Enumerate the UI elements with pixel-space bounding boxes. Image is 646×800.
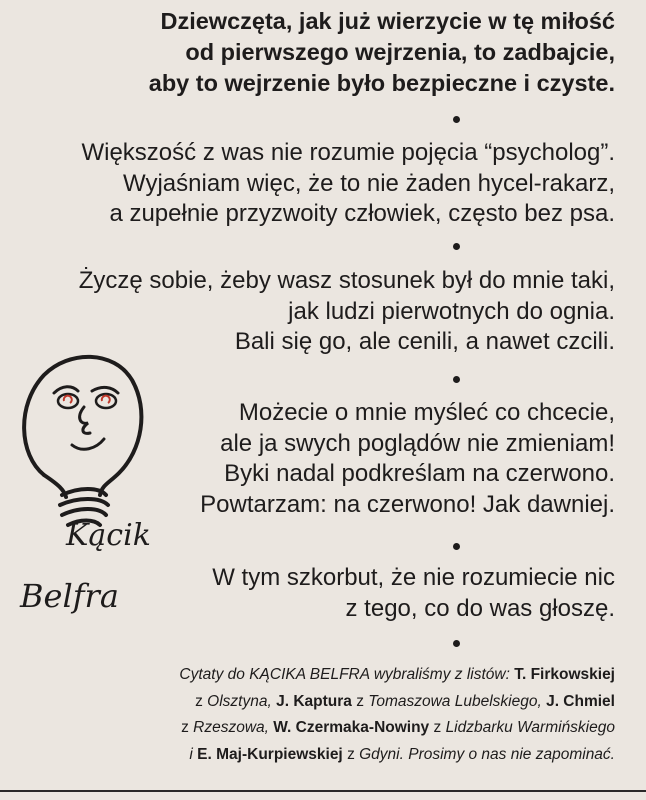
- credits-town: Tomaszowa Lubelskiego,: [368, 692, 542, 710]
- credits-text: z: [195, 692, 203, 710]
- credits-name: T. Firkowskiej: [514, 666, 615, 683]
- logo-text-belfra: Belfra: [20, 577, 119, 615]
- credits-line: [179, 742, 615, 769]
- credits-town: Gdyni. Prosimy o nas nie zapominać.: [359, 745, 615, 763]
- credits-name: W. Czermaka-Nowiny: [273, 719, 430, 736]
- bullet-separator: [453, 116, 460, 123]
- quote-line: Wyjaśniam więc, że to nie żaden hycel-rakarz,: [123, 169, 615, 197]
- credits-name: J. Kaptura: [276, 692, 352, 710]
- intro-line: Dziewczęta, jak już wierzycie w tę miłość: [160, 8, 615, 34]
- credits-text: z: [433, 719, 442, 736]
- quote-line: Większość z was nie rozumie pojęcia “psycholog”.: [81, 139, 615, 166]
- quote-line: a zupełnie przyzwoity człowiek, często bez psa.: [109, 200, 615, 227]
- credits-name: E. Maj-Kurpiewskiej: [197, 745, 343, 763]
- credits-name: J. Chmiel: [546, 692, 615, 710]
- lightbulb-face-logo: [14, 345, 154, 635]
- quote-line: Byki nadal podkreślam na czerwono.: [224, 460, 615, 487]
- quote-3: [200, 398, 615, 520]
- bullet-separator: [453, 243, 460, 250]
- logo-text-kacik: Kącik: [66, 518, 151, 553]
- intro-quote: [149, 6, 615, 99]
- credits-line: [179, 715, 615, 742]
- bottom-rule: [0, 790, 646, 792]
- credits-text: Cytaty do KĄCIKA BELFRA wybraliśmy z listów:: [179, 666, 510, 683]
- credits-line: [179, 662, 615, 689]
- credits-town: Rzeszowa,: [193, 719, 269, 736]
- quote-line: W tym szkorbut, że nie rozumiecie nic: [212, 564, 615, 591]
- quote-2: [79, 266, 615, 358]
- credits-text: z: [356, 692, 364, 710]
- quote-4: [212, 563, 615, 624]
- credits-town: Lidzbarku Warmińskiego: [445, 719, 615, 736]
- credits-text: z: [347, 745, 355, 763]
- bullet-separator: [453, 640, 460, 647]
- bullet-separator: [453, 543, 460, 550]
- quote-line: z tego, co do was głoszę.: [345, 594, 615, 622]
- bullet-separator: [453, 376, 460, 383]
- intro-line: od pierwszego wejrzenia, to zadbajcie,: [185, 39, 615, 65]
- credits-text: i: [189, 745, 193, 763]
- quote-line: jak ludzi pierwotnych do ognia.: [288, 297, 615, 325]
- quote-line: Życzę sobie, żeby wasz stosunek był do mnie taki,: [78, 267, 615, 294]
- intro-line: aby to wejrzenie było bezpieczne i czyste.: [148, 70, 615, 96]
- quote-line: Możecie o mnie myśleć co chcecie,: [238, 399, 615, 426]
- credits-town: Olsztyna,: [207, 692, 272, 710]
- quote-line: Bali się go, ale cenili, a nawet czcili.: [234, 328, 615, 355]
- quote-line: ale ja swych poglądów nie zmieniam!: [220, 429, 615, 457]
- quote-1: [81, 138, 615, 230]
- credits-line: [179, 689, 615, 716]
- credits-text: z: [181, 719, 189, 736]
- credits-note: [179, 662, 615, 768]
- quote-line: Powtarzam: na czerwono! Jak dawniej.: [200, 490, 615, 518]
